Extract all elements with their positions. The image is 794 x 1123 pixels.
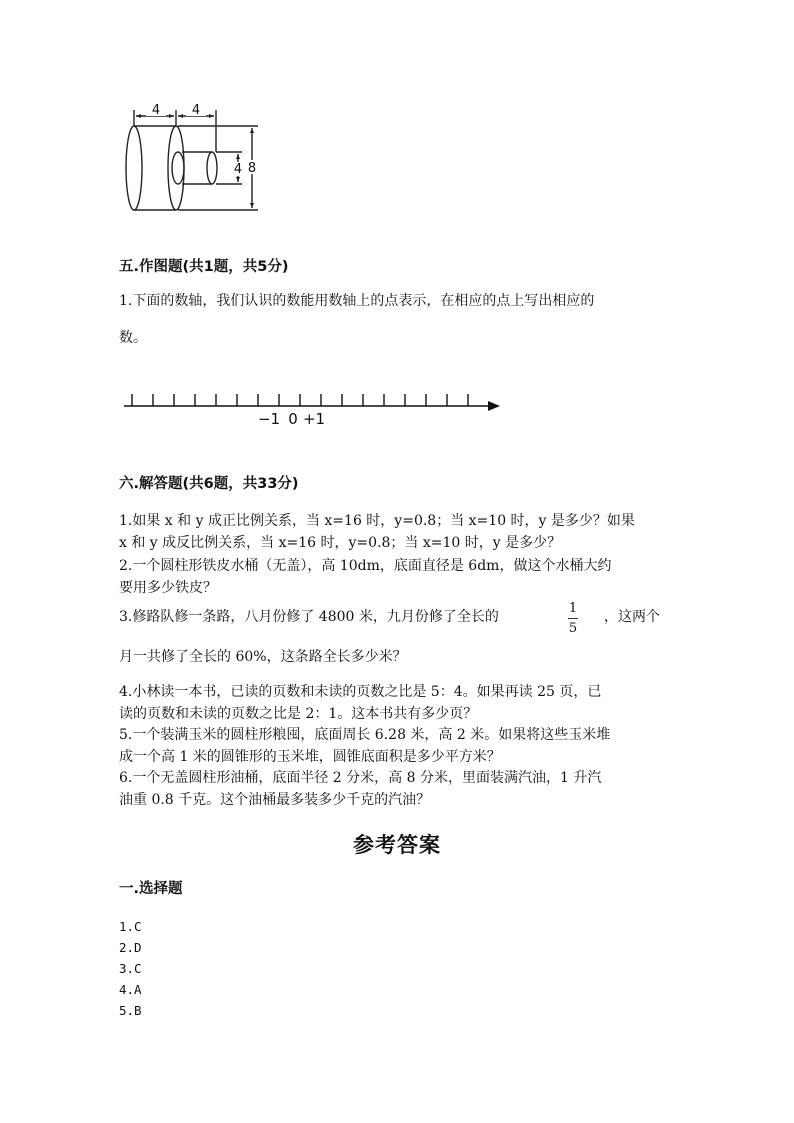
axis-label-0: 0 (288, 410, 298, 428)
answer-item: 3.C (119, 961, 142, 976)
section6-q6-line1: 6.一个无盖圆柱形油桶，底面半径 2 分米，高 8 分米，里面装满汽油，1 升汽 (119, 770, 602, 786)
dim-inner-label: 4 (233, 162, 243, 177)
section5-q1-line1: 1.下面的数轴，我们认识的数能用数轴上的点表示，在相应的点上写出相应的 (119, 293, 595, 309)
section6-q2-line2: 要用多少铁皮？ (119, 580, 217, 596)
section6-q6-line2: 油重 0.8 千克。这个油桶最多装多少千克的汽油？ (119, 792, 431, 808)
section6-q3-line2: 月一共修了全长的 60%，这条路全长多少米？ (119, 649, 407, 665)
answer-item: 1.C (119, 919, 142, 934)
dim-outer-label: 8 (247, 161, 257, 176)
answers-section1-heading: 一.选择题 (119, 881, 183, 897)
section6-q5-line2: 成一个高 1 米的圆锥形的玉米堆，圆锥底面积是多少平方米？ (119, 749, 501, 765)
section6-heading: 六.解答题(共6题，共33分) (119, 476, 299, 492)
answer-item: 4.A (119, 982, 142, 997)
section6-q1-line2: x 和 y 成反比例关系，当 x=16 时，y=0.8；当 x=10 时，y 是多少？ (119, 535, 562, 551)
dim-top-left-label: 4 (151, 103, 161, 118)
dim-top-right-label: 4 (191, 103, 201, 118)
section5-heading: 五.作图题(共1题，共5分) (119, 259, 289, 275)
answer-item: 2.D (119, 940, 142, 955)
section6-q4-line2: 读的页数和未读的页数之比是 2：1。这本书共有多少页？ (119, 706, 478, 722)
cylinder-figure (118, 96, 268, 214)
number-line (118, 388, 508, 434)
answer-list (119, 916, 142, 1021)
axis-label-neg1: −1 (257, 410, 281, 428)
section5-q1-line2: 数。 (119, 330, 147, 346)
section6-q3-part2: ，这两个 (604, 609, 660, 625)
q3-fraction (563, 601, 583, 636)
axis-label-pos1: +1 (302, 410, 326, 428)
section6-q1-line1: 1.如果 x 和 y 成正比例关系，当 x=16 时，y=0.8；当 x=10 时，y 是多少？如果 (119, 513, 635, 529)
section6-q5-line1: 5.一个装满玉米的圆柱形粮囤，底面周长 6.28 米，高 2 米。如果将这些玉米堆 (119, 727, 611, 743)
section6-q3-part1: 3.修路队修一条路，八月份修了 4800 米，九月份修了全长的 (119, 609, 499, 625)
section6-q2-line1: 2.一个圆柱形铁皮水桶（无盖），高 10dm，底面直径是 6dm，做这个水桶大约 (119, 558, 612, 574)
section6-q4-line1: 4.小林读一本书，已读的页数和未读的页数之比是 5：4。如果再读 25 页，已 (119, 684, 602, 700)
answer-item: 5.B (119, 1003, 142, 1018)
answers-title: 参考答案 (353, 832, 441, 857)
q3-fraction-numerator: 1 (568, 601, 578, 616)
q3-fraction-denominator: 5 (568, 621, 578, 636)
